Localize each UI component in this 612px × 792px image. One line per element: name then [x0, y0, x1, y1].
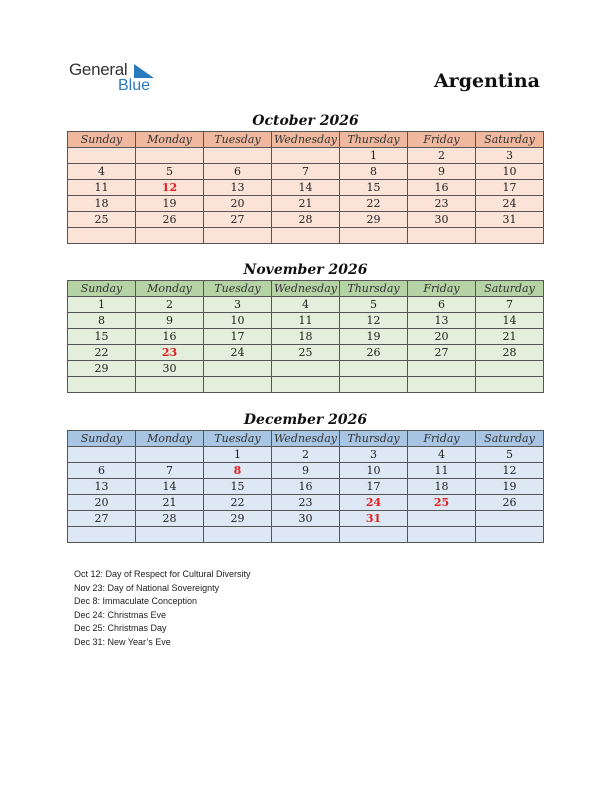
day-cell: 4 [68, 164, 136, 180]
empty-day-cell [340, 527, 408, 543]
logo-text-blue: Blue [118, 77, 151, 94]
day-cell: 23 [408, 196, 476, 212]
empty-day-cell [204, 148, 272, 164]
day-cell: 23 [136, 345, 204, 361]
month-title: November 2026 [243, 262, 368, 278]
calendar-table [67, 430, 544, 543]
weekday-header: Wednesday [272, 132, 340, 148]
empty-day-cell [476, 527, 544, 543]
empty-day-cell [408, 228, 476, 244]
empty-day-cell [408, 527, 476, 543]
week-row [68, 148, 544, 164]
day-cell: 25 [68, 212, 136, 228]
day-cell: 12 [340, 313, 408, 329]
calendar-table [67, 131, 544, 244]
empty-day-cell [204, 527, 272, 543]
day-cell: 27 [68, 511, 136, 527]
day-cell: 6 [408, 297, 476, 313]
day-cell: 16 [272, 479, 340, 495]
day-cell: 15 [68, 329, 136, 345]
day-cell: 30 [272, 511, 340, 527]
weekday-header: Tuesday [204, 281, 272, 297]
empty-day-cell [408, 377, 476, 393]
day-cell: 2 [136, 297, 204, 313]
week-row [68, 479, 544, 495]
day-cell: 9 [272, 463, 340, 479]
week-row [68, 228, 544, 244]
empty-day-cell [136, 377, 204, 393]
empty-day-cell [68, 527, 136, 543]
weekday-header-row [68, 281, 544, 297]
day-cell: 5 [476, 447, 544, 463]
day-cell: 21 [272, 196, 340, 212]
day-cell: 30 [136, 361, 204, 377]
logo-triangle-icon [134, 64, 154, 78]
day-cell: 12 [136, 180, 204, 196]
day-cell: 21 [136, 495, 204, 511]
day-cell: 7 [136, 463, 204, 479]
empty-day-cell [68, 447, 136, 463]
day-cell: 19 [136, 196, 204, 212]
holiday-note: Nov 23: Day of National Sovereignty [74, 582, 220, 593]
day-cell: 26 [136, 212, 204, 228]
month-title: October 2026 [252, 113, 359, 129]
empty-day-cell [204, 361, 272, 377]
day-cell: 21 [476, 329, 544, 345]
day-cell: 16 [408, 180, 476, 196]
day-cell: 2 [408, 148, 476, 164]
day-cell: 29 [68, 361, 136, 377]
day-cell: 13 [68, 479, 136, 495]
month-october [67, 111, 544, 244]
day-cell: 13 [204, 180, 272, 196]
day-cell: 22 [340, 196, 408, 212]
day-cell: 5 [136, 164, 204, 180]
weekday-header: Friday [408, 431, 476, 447]
day-cell: 8 [340, 164, 408, 180]
weekday-header: Sunday [68, 431, 136, 447]
day-cell: 18 [408, 479, 476, 495]
day-cell: 1 [340, 148, 408, 164]
day-cell: 17 [476, 180, 544, 196]
empty-day-cell [340, 361, 408, 377]
weekday-header: Thursday [340, 431, 408, 447]
empty-day-cell [136, 148, 204, 164]
empty-day-cell [136, 527, 204, 543]
week-row [68, 463, 544, 479]
day-cell: 3 [476, 148, 544, 164]
month-december [67, 410, 544, 543]
day-cell: 31 [476, 212, 544, 228]
weekday-header: Thursday [340, 281, 408, 297]
day-cell: 4 [272, 297, 340, 313]
logo-text-general: General [69, 60, 128, 79]
empty-day-cell [68, 377, 136, 393]
empty-day-cell [340, 228, 408, 244]
day-cell: 28 [476, 345, 544, 361]
weekday-header: Tuesday [204, 431, 272, 447]
country-title: Argentina [433, 70, 540, 92]
empty-day-cell [272, 148, 340, 164]
day-cell: 8 [204, 463, 272, 479]
weekday-header: Wednesday [272, 281, 340, 297]
empty-day-cell [68, 228, 136, 244]
day-cell: 23 [272, 495, 340, 511]
generalblue-logo [69, 60, 169, 96]
week-row [68, 297, 544, 313]
day-cell: 15 [340, 180, 408, 196]
holiday-note: Dec 8: Immaculate Conception [74, 596, 198, 607]
empty-day-cell [272, 527, 340, 543]
day-cell: 1 [204, 447, 272, 463]
day-cell: 18 [272, 329, 340, 345]
empty-day-cell [136, 228, 204, 244]
month-title: December 2026 [243, 412, 368, 428]
weekday-header-row [68, 431, 544, 447]
day-cell: 31 [340, 511, 408, 527]
day-cell: 28 [272, 212, 340, 228]
day-cell: 19 [340, 329, 408, 345]
day-cell: 14 [272, 180, 340, 196]
day-cell: 20 [68, 495, 136, 511]
day-cell: 9 [408, 164, 476, 180]
day-cell: 4 [408, 447, 476, 463]
empty-day-cell [204, 377, 272, 393]
day-cell: 12 [476, 463, 544, 479]
weekday-header: Saturday [476, 431, 544, 447]
empty-day-cell [272, 361, 340, 377]
day-cell: 17 [204, 329, 272, 345]
day-cell: 8 [68, 313, 136, 329]
day-cell: 10 [340, 463, 408, 479]
day-cell: 29 [204, 511, 272, 527]
day-cell: 27 [408, 345, 476, 361]
day-cell: 3 [340, 447, 408, 463]
day-cell: 30 [408, 212, 476, 228]
day-cell: 6 [68, 463, 136, 479]
day-cell: 19 [476, 479, 544, 495]
weekday-header: Sunday [68, 132, 136, 148]
day-cell: 10 [204, 313, 272, 329]
holiday-notes [74, 568, 251, 650]
day-cell: 9 [136, 313, 204, 329]
day-cell: 7 [476, 297, 544, 313]
empty-day-cell [476, 228, 544, 244]
weekday-header: Thursday [340, 132, 408, 148]
weekday-header: Saturday [476, 132, 544, 148]
month-november [67, 260, 544, 393]
empty-day-cell [204, 228, 272, 244]
weekday-header: Monday [136, 281, 204, 297]
day-cell: 10 [476, 164, 544, 180]
holiday-note: Oct 12: Day of Respect for Cultural Diversity [74, 569, 251, 579]
day-cell: 6 [204, 164, 272, 180]
day-cell: 11 [272, 313, 340, 329]
day-cell: 2 [272, 447, 340, 463]
weekday-header: Friday [408, 132, 476, 148]
weekday-header: Monday [136, 132, 204, 148]
weekday-header: Sunday [68, 281, 136, 297]
day-cell: 20 [204, 196, 272, 212]
holiday-note: Dec 31: New Year’s Eve [74, 636, 171, 647]
week-row [68, 361, 544, 377]
day-cell: 24 [340, 495, 408, 511]
day-cell: 22 [68, 345, 136, 361]
day-cell: 15 [204, 479, 272, 495]
empty-day-cell [68, 148, 136, 164]
weekday-header: Friday [408, 281, 476, 297]
weekday-header: Wednesday [272, 431, 340, 447]
empty-day-cell [476, 511, 544, 527]
weekday-header: Tuesday [204, 132, 272, 148]
day-cell: 3 [204, 297, 272, 313]
day-cell: 24 [476, 196, 544, 212]
day-cell: 25 [408, 495, 476, 511]
day-cell: 29 [340, 212, 408, 228]
calendar-table [67, 280, 544, 393]
day-cell: 18 [68, 196, 136, 212]
week-row [68, 196, 544, 212]
day-cell: 11 [68, 180, 136, 196]
day-cell: 28 [136, 511, 204, 527]
day-cell: 27 [204, 212, 272, 228]
week-row [68, 313, 544, 329]
day-cell: 1 [68, 297, 136, 313]
empty-day-cell [272, 228, 340, 244]
week-row [68, 329, 544, 345]
day-cell: 24 [204, 345, 272, 361]
day-cell: 16 [136, 329, 204, 345]
holiday-note: Dec 25: Christmas Day [74, 623, 167, 634]
day-cell: 14 [136, 479, 204, 495]
week-row [68, 447, 544, 463]
empty-day-cell [272, 377, 340, 393]
week-row [68, 511, 544, 527]
weekday-header: Saturday [476, 281, 544, 297]
empty-day-cell [476, 361, 544, 377]
day-cell: 14 [476, 313, 544, 329]
day-cell: 20 [408, 329, 476, 345]
empty-day-cell [476, 377, 544, 393]
day-cell: 26 [476, 495, 544, 511]
day-cell: 26 [340, 345, 408, 361]
holiday-note: Dec 24: Christmas Eve [74, 609, 167, 620]
day-cell: 5 [340, 297, 408, 313]
day-cell: 13 [408, 313, 476, 329]
empty-day-cell [408, 511, 476, 527]
week-row [68, 164, 544, 180]
day-cell: 25 [272, 345, 340, 361]
empty-day-cell [136, 447, 204, 463]
week-row [68, 377, 544, 393]
week-row [68, 495, 544, 511]
empty-day-cell [408, 361, 476, 377]
day-cell: 22 [204, 495, 272, 511]
weekday-header-row [68, 132, 544, 148]
day-cell: 7 [272, 164, 340, 180]
day-cell: 17 [340, 479, 408, 495]
week-row [68, 180, 544, 196]
week-row [68, 345, 544, 361]
week-row [68, 212, 544, 228]
empty-day-cell [340, 377, 408, 393]
week-row [68, 527, 544, 543]
weekday-header: Monday [136, 431, 204, 447]
day-cell: 11 [408, 463, 476, 479]
